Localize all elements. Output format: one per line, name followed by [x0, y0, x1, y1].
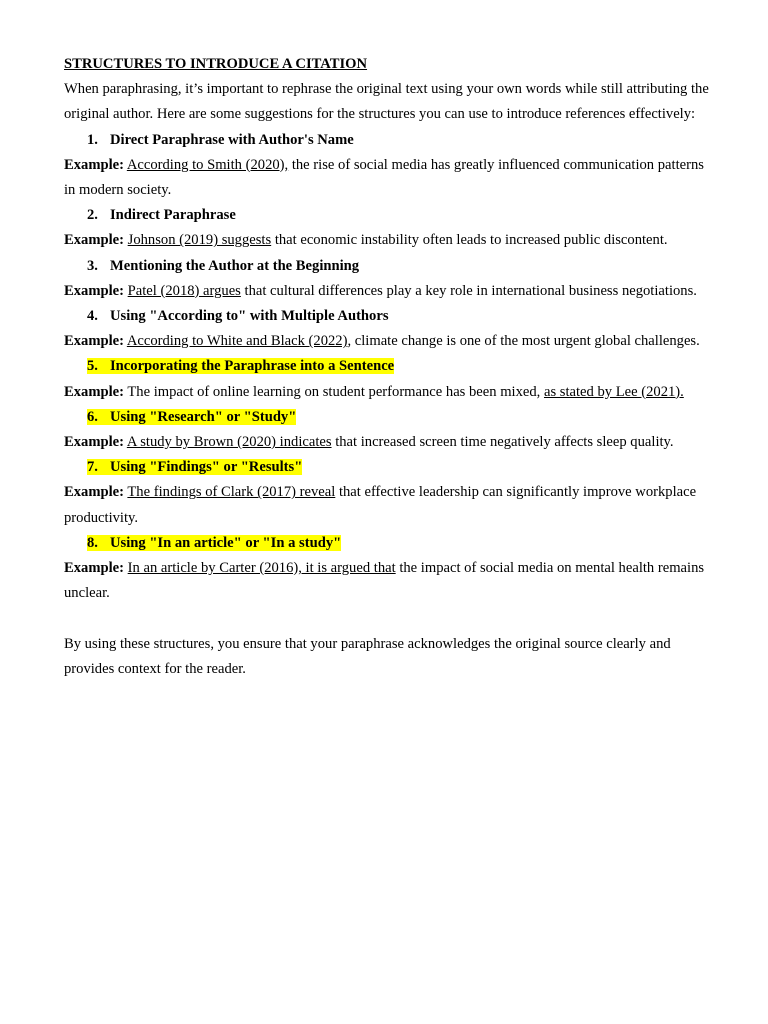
- section-heading-2: [64, 203, 714, 228]
- example-3: [64, 279, 714, 304]
- section-number: 6.: [87, 408, 98, 425]
- document-page: [64, 52, 714, 682]
- example-2: [64, 228, 714, 253]
- section-number: 4.: [87, 308, 98, 325]
- conclusion-paragraph: By using these structures, you ensure that your paraphrase acknowledges the original source clearly and provides context for the reader.: [64, 635, 671, 677]
- example-label: Example:: [64, 383, 124, 400]
- example-post: that cultural differences play a key role in international business negotiations.: [240, 282, 697, 299]
- example-citation: as stated by Lee (2021).: [543, 383, 684, 400]
- example-citation: According to White and Black (2022): [126, 333, 348, 350]
- section-heading-text: Using "Research" or "Study": [110, 408, 297, 425]
- highlighted-heading: [87, 535, 341, 551]
- example-post: that increased screen time negatively affects sleep quality.: [331, 434, 674, 451]
- section-heading-3: [64, 254, 714, 279]
- section-heading-text: Using "According to" with Multiple Authors: [110, 308, 389, 325]
- section-number: 8.: [87, 534, 98, 551]
- example-label: Example:: [64, 434, 124, 451]
- section-heading-1: [64, 128, 714, 153]
- example-citation: Patel (2018) argues: [127, 282, 241, 299]
- paragraph-spacer: [64, 606, 714, 631]
- example-citation: In an article by Carter (2016), it is argued that: [127, 560, 396, 577]
- example-label: Example:: [64, 560, 124, 577]
- example-pre: The impact of online learning on student performance has been mixed,: [127, 383, 544, 400]
- section-number: 1.: [87, 131, 98, 148]
- section-heading-text: Mentioning the Author at the Beginning: [110, 257, 360, 274]
- example-label: Example:: [64, 333, 124, 350]
- section-heading-text: Indirect Paraphrase: [110, 207, 236, 224]
- example-label: Example:: [64, 484, 124, 501]
- example-7: [64, 480, 714, 530]
- section-heading-6: [64, 405, 714, 430]
- example-label: Example:: [64, 282, 124, 299]
- intro-paragraph: When paraphrasing, it’s important to rephrase the original text using your own words while still attributing the original author. Here are some suggestions for the structures you can use to introduce references effectively:: [64, 81, 709, 123]
- example-post: that effective leadership can significantly improve workplace productivity.: [64, 484, 697, 526]
- document-title: STRUCTURES TO INTRODUCE A CITATION: [64, 56, 368, 72]
- example-label: Example:: [64, 156, 124, 173]
- example-citation: According to Smith (2020),: [126, 156, 289, 173]
- highlighted-heading: [87, 358, 394, 374]
- example-label: Example:: [64, 232, 124, 249]
- highlighted-heading: [87, 409, 296, 425]
- section-number: 3.: [87, 257, 98, 274]
- section-heading-8: [64, 531, 714, 556]
- example-8: [64, 556, 714, 606]
- section-number: 5.: [87, 358, 98, 375]
- example-4: [64, 329, 714, 354]
- example-citation: Johnson (2019) suggests: [127, 232, 272, 249]
- section-heading-5: [64, 354, 714, 379]
- example-post: the impact of social media on mental health remains unclear.: [64, 560, 705, 602]
- example-post: , climate change is one of the most urgent global challenges.: [347, 333, 700, 350]
- section-heading-4: [64, 304, 714, 329]
- example-citation: The findings of Clark (2017) reveal: [127, 484, 336, 501]
- section-heading-text: Using "In an article" or "In a study": [110, 534, 342, 551]
- highlighted-heading: [87, 459, 302, 475]
- section-heading-text: Incorporating the Paraphrase into a Sentence: [110, 358, 395, 375]
- example-1: [64, 153, 714, 203]
- example-6: [64, 430, 714, 455]
- section-heading-text: Direct Paraphrase with Author's Name: [110, 131, 354, 148]
- example-post: the rise of social media has greatly influenced communication patterns in modern society.: [64, 156, 704, 199]
- section-heading-text: Using "Findings" or "Results": [110, 459, 303, 476]
- example-post: that economic instability often leads to increased public discontent.: [271, 232, 668, 249]
- example-citation: A study by Brown (2020) indicates: [126, 434, 332, 451]
- section-number: 7.: [87, 459, 98, 476]
- section-heading-7: [64, 455, 714, 480]
- section-number: 2.: [87, 207, 98, 224]
- example-5: [64, 380, 714, 405]
